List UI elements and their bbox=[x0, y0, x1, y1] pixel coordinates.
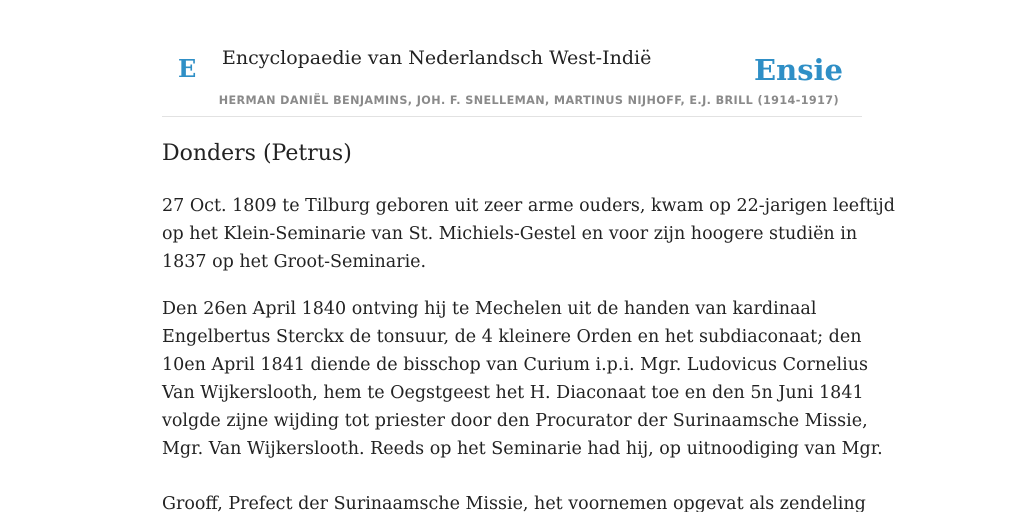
site-header bbox=[162, 0, 862, 117]
entry-paragraph-1 bbox=[162, 192, 895, 276]
paragraph-line: Engelbertus Sterckx de tonsuur, de 4 kleinere Orden en het subdiaconaat; den bbox=[162, 327, 862, 347]
entry-paragraph-2 bbox=[162, 295, 883, 463]
book-authors: HERMAN DANIËL BENJAMINS, JOH. F. SNELLEMAN, MARTINUS NIJHOFF, E.J. BRILL (1914-1917) bbox=[218, 94, 839, 107]
paragraph-line: op het Klein-Seminarie van St. Michiels-Gestel en voor zijn hoogere studiën in bbox=[162, 224, 858, 244]
paragraph-line: Mgr. Van Wijkerslooth. Reeds op het Seminarie had hij, op uitnoodiging van Mgr. bbox=[162, 439, 883, 459]
paragraph-line: Den 26en April 1840 ontving hij te Mechelen uit de handen van kardinaal bbox=[162, 299, 817, 319]
paragraph-line: volgde zijne wijding tot priester door den Procurator der Surinaamsche Missie, bbox=[162, 411, 868, 431]
paragraph-line: Grooff, Prefect der Surinaamsche Missie, het voornemen opgevat als zendeling bbox=[162, 494, 866, 512]
paragraph-line: 27 Oct. 1809 te Tilburg geboren uit zeer arme ouders, kwam op 22-jarigen leeftijd bbox=[162, 196, 895, 216]
paragraph-line: Van Wijkerslooth, hem te Oegstgeest het H. Diaconaat toe en den 5n Juni 1841 bbox=[162, 383, 864, 403]
ensie-logo-link[interactable]: Ensie bbox=[754, 53, 843, 87]
book-logo[interactable]: E bbox=[178, 54, 197, 83]
paragraph-line: 10en April 1841 diende de bisschop van Curium i.p.i. Mgr. Ludovicus Cornelius bbox=[162, 355, 868, 375]
paragraph-line: 1837 op het Groot-Seminarie. bbox=[162, 252, 427, 272]
entry-paragraph-3 bbox=[162, 490, 866, 512]
book-title-link[interactable]: Encyclopaedie van Nederlandsch West-Indië bbox=[222, 47, 652, 69]
entry-title: Donders (Petrus) bbox=[162, 141, 352, 166]
